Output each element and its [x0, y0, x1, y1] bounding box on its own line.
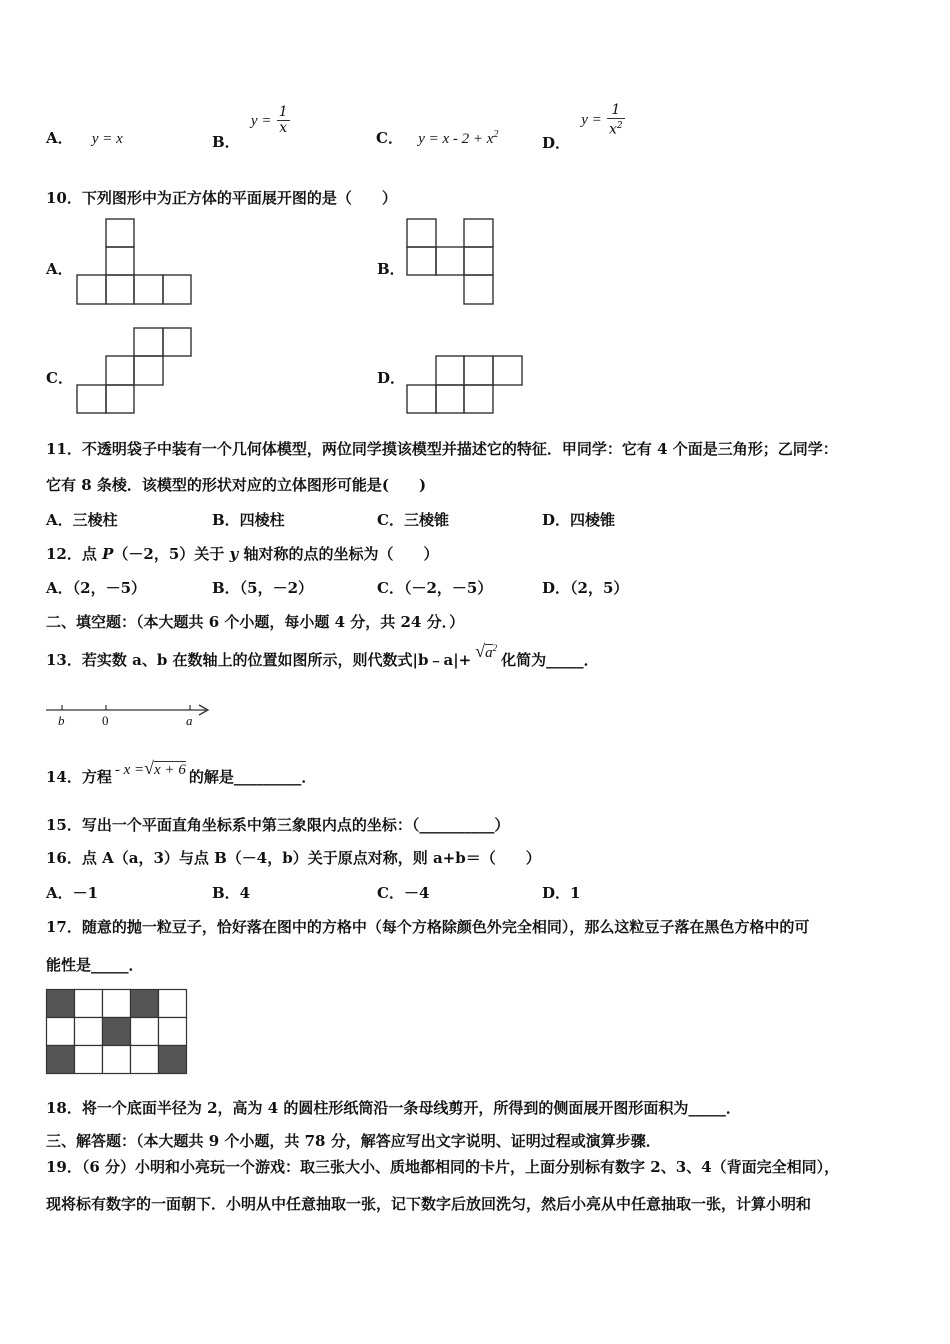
q13-radical: $√a^2$ [475, 641, 498, 661]
axis-label-0: 0 [102, 713, 109, 728]
grid-cell-dark [103, 1018, 131, 1046]
q12-text: 12．点 P（－2，5）关于 y 轴对称的点的坐标为（ ） [46, 545, 439, 563]
q19-line1: 19．（6 分）小明和小亮玩一个游戏：取三张大小、质地都相同的卡片，上面分别标有数字 2、3、4（背面完全相同）， [46, 1158, 840, 1176]
q18-text: 18．将一个底面半径为 2，高为 4 的圆柱形纸筒沿一条母线剪开，所得到的侧面展开图形面积为_____． [46, 1099, 741, 1117]
section-3-heading: 三、解答题：（本大题共 9 个小题，共 78 分，解答应写出文字说明、证明过程或演算步骤． [46, 1132, 661, 1150]
q10-label-d: D． [377, 369, 406, 387]
q19-line2: 现将标有数字的一面朝下．小明从中任意抽取一张，记下数字后放回洗匀，然后小亮从中任意抽取一张，计算小明和 [46, 1195, 812, 1213]
q9-d-fraction: $\frac{1}{x^2}$ [609, 102, 623, 138]
q16-option-b: B．4 [212, 884, 251, 902]
grid-cell-light [103, 990, 131, 1018]
axis-label-a: a [186, 713, 193, 728]
q17-line2: 能性是_____． [46, 956, 144, 974]
grid-cell-light [75, 1046, 103, 1074]
q11-line1: 11．不透明袋子中装有一个几何体模型，两位同学摸该模型并描述它的特征．甲同学：它有 4 个面是三角形；乙同学： [46, 440, 838, 458]
q9-option-b: B． y = $\frac{1}{x}$ [212, 104, 288, 151]
q17-line1: 17．随意的抛一粒豆子，恰好落在图中的方格中（每个方格除颜色外完全相同），那么这粒豆子落在黑色方格中的可 [46, 918, 810, 936]
q9-option-d: D． y = $\frac{1}{x^2}$ [542, 102, 623, 153]
q12-option-d: D．（2，5） [542, 579, 629, 597]
grid-cell-light [47, 1018, 75, 1046]
q15-text: 15．写出一个平面直角坐标系中第三象限内点的坐标：（__________） [46, 816, 510, 834]
section-2-heading: 二、填空题：（本大题共 6 个小题，每小题 4 分，共 24 分．） [46, 613, 465, 631]
q12-option-b: B．（5，－2） [212, 579, 314, 597]
q9-option-c: C． $y = x - 2 + x^2$ [376, 129, 499, 147]
q10-label-c: C． [46, 369, 73, 387]
q11-option-c: C．三棱锥 [377, 511, 449, 529]
q11-option-b: B．四棱柱 [212, 511, 285, 529]
grid-cell-dark [159, 1046, 187, 1074]
grid-cell-light [159, 990, 187, 1018]
q14-text: 14．方程 - x =√x + 6 的解是_________． [46, 758, 317, 786]
q11-option-a: A．三棱柱 [46, 511, 118, 529]
q11-line2: 它有 8 条棱．该模型的形状对应的立体图形可能是( ) [46, 476, 427, 494]
q10-label-a: A． [46, 260, 73, 278]
q11-option-d: D．四棱锥 [542, 511, 616, 529]
q17-checker-grid [46, 989, 188, 1075]
grid-cell-dark [131, 990, 159, 1018]
grid-cell-light [131, 1018, 159, 1046]
q16-option-a: A．－1 [46, 884, 99, 902]
q16-option-c: C．－4 [377, 884, 430, 902]
grid-cell-light [103, 1046, 131, 1074]
grid-cell-light [75, 990, 103, 1018]
axis-label-b: b [58, 713, 65, 728]
q9-option-a: A． y = x [46, 129, 123, 147]
q12-option-c: C．（－2，－5） [377, 579, 493, 597]
q16-text: 16．点 A（a，3）与点 B（－4，b）关于原点对称，则 a+b＝（ ） [46, 849, 541, 867]
q9-a-expr: y = x [91, 131, 123, 147]
q16-option-d: D．1 [542, 884, 581, 902]
q12-option-a: A．（2，－5） [46, 579, 147, 597]
grid-cell-light [75, 1018, 103, 1046]
grid-cell-light [131, 1046, 159, 1074]
q14-equation: - x =√x + 6 [114, 758, 186, 778]
q10-label-b: B． [377, 260, 405, 278]
q10-text: 10．下列图形中为正方体的平面展开图的是（ ） [46, 189, 397, 207]
grid-cell-dark [47, 1046, 75, 1074]
q13-text: 13．若实数 a、b 在数轴上的位置如图所示，则代数式|b﹣a|+ $√a^2$化简为_____． [46, 641, 599, 669]
grid-cell-dark [47, 990, 75, 1018]
q9-b-fraction: $\frac{1}{x}$ [278, 104, 288, 136]
grid-cell-light [159, 1018, 187, 1046]
